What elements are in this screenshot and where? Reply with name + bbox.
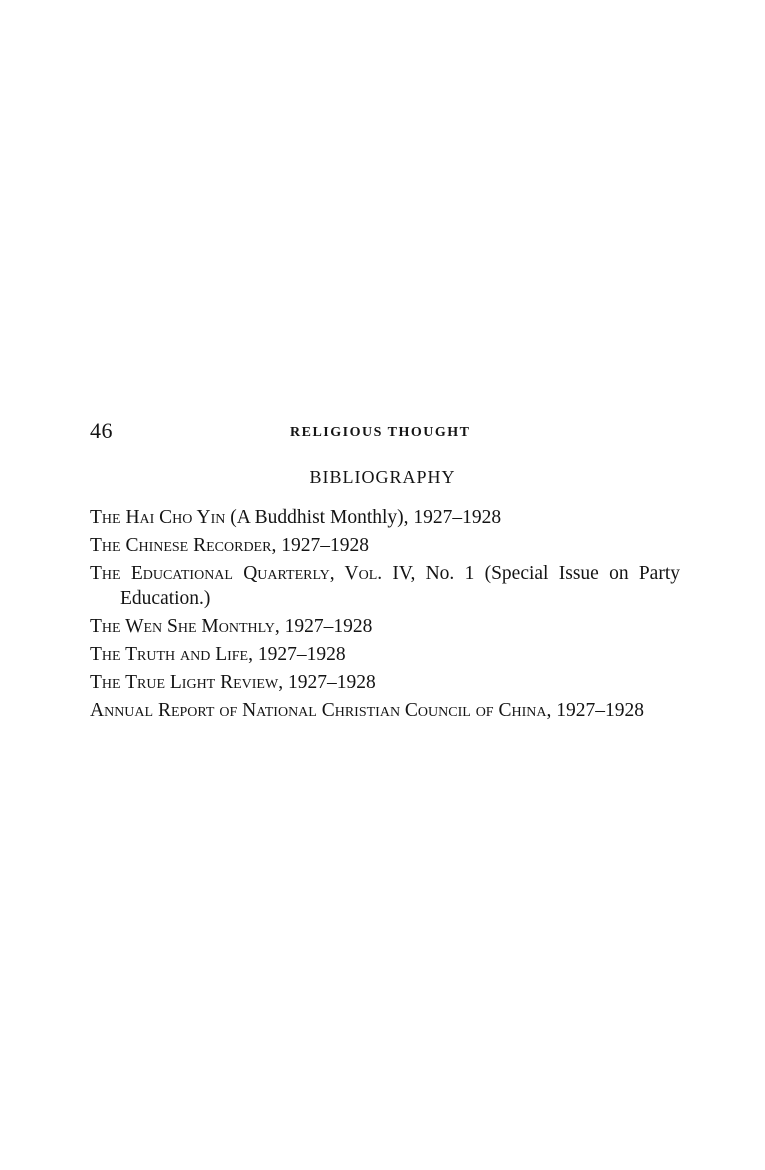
bibliography-entry	[90, 670, 680, 695]
entry-details: , 1927–1928	[546, 700, 644, 721]
running-head	[90, 418, 675, 448]
bibliography-entry	[90, 533, 680, 558]
entry-details: , 1927–1928	[271, 535, 369, 556]
entry-title: Annual Report of National Christian Council of China	[90, 700, 547, 721]
entry-details: , 1927–1928	[278, 672, 376, 693]
entry-details: (A Buddhist Monthly), 1927–1928	[225, 507, 502, 528]
entry-title: The Wen She Monthly	[90, 616, 275, 637]
entry-title: The True Light Review	[90, 672, 279, 693]
section-heading: BIBLIOGRAPHY	[309, 467, 456, 487]
entry-details: , 1927–1928	[248, 644, 346, 665]
bibliography-entry	[90, 614, 680, 639]
entry-title: The Educational Quarterly, Vol.	[90, 563, 383, 584]
entry-details: IV, No. 1 (Special Issue on Party Education.)	[120, 563, 680, 609]
bibliography-entry	[90, 505, 680, 530]
page-number: 46	[90, 418, 113, 443]
running-title: RELIGIOUS THOUGHT	[290, 425, 471, 440]
bibliography-list	[90, 505, 680, 726]
entry-title: The Chinese Recorder	[90, 535, 272, 556]
bibliography-entry	[90, 642, 680, 667]
bibliography-entry	[90, 561, 680, 611]
entry-details: , 1927–1928	[274, 616, 373, 637]
bibliography-entry	[90, 698, 680, 723]
entry-title: The Hai Cho Yin	[90, 507, 226, 528]
entry-title: The Truth and Life	[90, 644, 249, 665]
